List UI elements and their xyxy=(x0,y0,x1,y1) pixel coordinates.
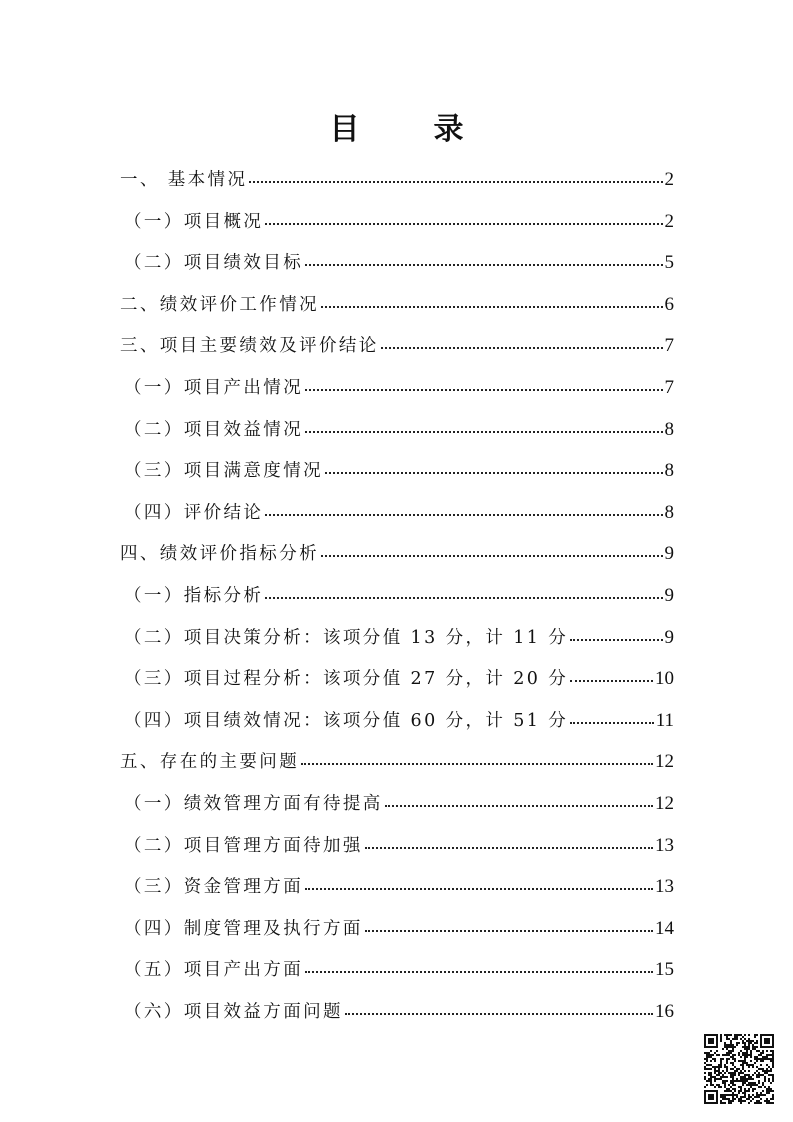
toc-entry-label: （一）指标分析 xyxy=(124,585,264,606)
toc-entry-label: 四、绩效评价指标分析 xyxy=(120,544,319,565)
toc-entry-page: 8 xyxy=(664,418,674,440)
toc-entry-page: 7 xyxy=(664,335,674,357)
toc-entry[interactable] xyxy=(120,249,674,291)
toc-leader-dots xyxy=(305,430,662,433)
toc-entry-page: 15 xyxy=(655,959,674,981)
toc-entry-label: （四）评价结论 xyxy=(124,502,264,523)
toc-entry-page: 2 xyxy=(664,169,674,190)
toc-entry[interactable] xyxy=(120,208,674,250)
toc-entry-label: 三、项目主要绩效及评价结论 xyxy=(120,336,379,357)
toc-leader-dots xyxy=(265,513,662,516)
toc-entry-page: 5 xyxy=(664,252,674,274)
toc-entry-label: （二）项目决策分析：该项分值 13 分，计 11 分 xyxy=(124,627,569,648)
toc-leader-dots xyxy=(305,388,662,391)
toc-entry[interactable] xyxy=(120,540,674,582)
toc-leader-dots xyxy=(301,762,653,765)
toc-entry-page: 14 xyxy=(655,917,674,939)
toc-entry[interactable] xyxy=(120,166,674,208)
toc-entry-label: （二）项目效益情况 xyxy=(124,419,304,440)
toc-entry[interactable] xyxy=(120,748,674,790)
toc-entry-page: 8 xyxy=(664,460,674,482)
toc-entry-label: （三）项目过程分析：该项分值 27 分，计 20 分 xyxy=(124,669,569,690)
toc-leader-dots xyxy=(385,804,653,807)
toc-entry[interactable] xyxy=(120,707,674,749)
toc-entry-page: 13 xyxy=(655,834,674,856)
table-of-contents xyxy=(120,166,674,1039)
toc-entry-page: 12 xyxy=(655,792,674,814)
toc-entry-page: 10 xyxy=(655,668,674,690)
toc-leader-dots xyxy=(570,721,654,724)
toc-entry[interactable] xyxy=(120,416,674,458)
toc-entry[interactable] xyxy=(120,457,674,499)
toc-leader-dots xyxy=(570,679,653,682)
toc-leader-dots xyxy=(345,1012,653,1015)
toc-entry[interactable] xyxy=(120,582,674,624)
toc-entry-page: 8 xyxy=(664,501,674,523)
toc-leader-dots xyxy=(305,263,662,266)
toc-entry-label: （一）项目产出情况 xyxy=(124,377,304,398)
toc-entry-page: 7 xyxy=(664,376,674,398)
toc-leader-dots xyxy=(305,970,653,973)
toc-entry-label: 五、存在的主要问题 xyxy=(120,752,300,773)
toc-entry-label: （四）制度管理及执行方面 xyxy=(124,918,363,939)
toc-leader-dots xyxy=(570,638,662,641)
toc-leader-dots xyxy=(265,222,662,225)
toc-entry[interactable] xyxy=(120,790,674,832)
toc-entry-label: （五）项目产出方面 xyxy=(124,960,304,981)
toc-entry[interactable] xyxy=(120,956,674,998)
toc-entry-label: 二、绩效评价工作情况 xyxy=(120,294,319,315)
toc-entry-page: 13 xyxy=(655,876,674,898)
toc-entry[interactable] xyxy=(120,624,674,666)
toc-entry-page: 12 xyxy=(655,751,674,773)
toc-entry-label: （一）项目概况 xyxy=(124,211,264,232)
qr-code-icon xyxy=(704,1034,774,1104)
toc-leader-dots xyxy=(365,846,653,849)
toc-leader-dots xyxy=(249,180,662,183)
toc-entry-label: （二）项目绩效目标 xyxy=(124,253,304,274)
toc-leader-dots xyxy=(325,471,663,474)
toc-entry-label: （一）绩效管理方面有待提高 xyxy=(124,793,383,814)
toc-entry-label: （四）项目绩效情况：该项分值 60 分，计 51 分 xyxy=(124,710,569,731)
toc-entry[interactable] xyxy=(120,873,674,915)
toc-entry-page: 9 xyxy=(664,584,674,606)
toc-leader-dots xyxy=(321,305,663,308)
toc-entry-page: 6 xyxy=(664,293,674,315)
toc-entry[interactable] xyxy=(120,291,674,333)
toc-entry-page: 9 xyxy=(664,543,674,565)
page-title: 目 录 xyxy=(329,112,486,147)
toc-entry[interactable] xyxy=(120,374,674,416)
toc-entry[interactable] xyxy=(120,665,674,707)
toc-leader-dots xyxy=(321,554,663,557)
toc-entry-page: 2 xyxy=(664,210,674,232)
toc-entry-label: （六）项目效益方面问题 xyxy=(124,1001,343,1022)
toc-entry[interactable] xyxy=(120,499,674,541)
toc-entry[interactable] xyxy=(120,332,674,374)
toc-entry[interactable] xyxy=(120,998,674,1040)
toc-leader-dots xyxy=(305,887,653,890)
toc-entry-label: （三）项目满意度情况 xyxy=(124,461,323,482)
toc-entry[interactable] xyxy=(120,832,674,874)
toc-leader-dots xyxy=(381,346,663,349)
toc-entry-label: 一、 基本情况 xyxy=(120,170,248,190)
toc-entry-page: 11 xyxy=(655,709,674,731)
toc-entry-page: 9 xyxy=(664,626,674,648)
toc-leader-dots xyxy=(265,596,662,599)
toc-leader-dots xyxy=(365,929,653,932)
toc-entry-label: （二）项目管理方面待加强 xyxy=(124,835,363,856)
toc-entry[interactable] xyxy=(120,915,674,957)
toc-entry-label: （三）资金管理方面 xyxy=(124,877,304,898)
toc-entry-page: 16 xyxy=(655,1000,674,1022)
